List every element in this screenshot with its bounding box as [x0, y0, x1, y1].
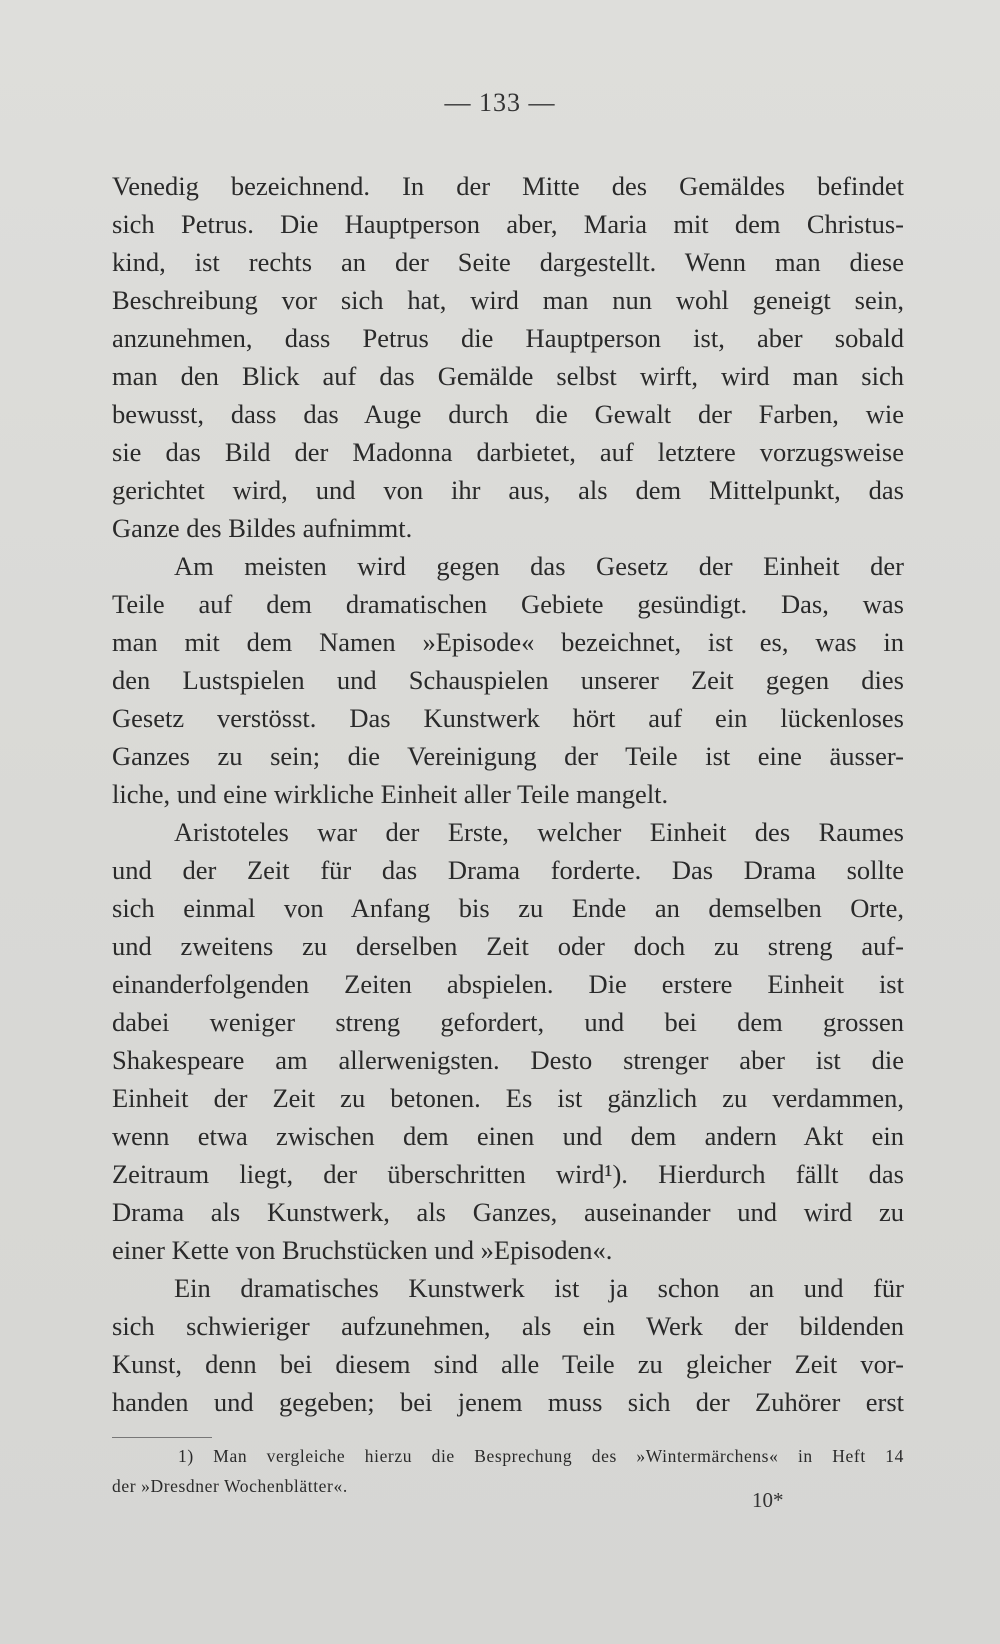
text-line: man mit dem Namen »Episode« bezeichnet, ist es, was in [112, 627, 904, 657]
text-line: Shakespeare am allerwenigsten. Desto strenger aber ist die [112, 1045, 904, 1075]
text-line: gerichtet wird, und von ihr aus, als dem Mittelpunkt, das [112, 475, 904, 505]
text-line: dabei weniger streng gefordert, und bei dem grossen [112, 1007, 904, 1037]
text-line: Aristoteles war der Erste, welcher Einheit des Raumes [174, 817, 904, 847]
text-line: Venedig bezeichnend. In der Mitte des Gemäldes befindet [112, 171, 904, 201]
sheet-signature: 10* [752, 1488, 784, 1512]
text-line: man den Blick auf das Gemälde selbst wirft, wird man sich [112, 361, 904, 391]
text-line: Beschreibung vor sich hat, wird man nun wohl geneigt sein, [112, 285, 904, 315]
text-line: Am meisten wird gegen das Gesetz der Einheit der [174, 551, 904, 581]
page-number: — 133 — [444, 88, 556, 117]
text-line: Ganze des Bildes aufnimmt. [112, 513, 413, 543]
text-line: Gesetz verstösst. Das Kunstwerk hört auf ein lückenloses [112, 703, 904, 733]
text-line: den Lustspielen und Schauspielen unserer Zeit gegen dies [112, 665, 904, 695]
footnote-divider [112, 1437, 212, 1438]
text-line: bewusst, dass das Auge durch die Gewalt der Farben, wie [112, 399, 904, 429]
text-line: und zweitens zu derselben Zeit oder doch zu streng auf- [112, 931, 904, 961]
body-text [112, 167, 904, 1421]
footnote-line: 1) Man vergleiche hierzu die Besprechung des »Wintermärchens« in Heft 14 [178, 1446, 904, 1466]
text-line: und der Zeit für das Drama forderte. Das Drama sollte [112, 855, 904, 885]
text-line: einanderfolgenden Zeiten abspielen. Die erstere Einheit ist [112, 969, 904, 999]
text-line: anzunehmen, dass Petrus die Hauptperson ist, aber sobald [112, 323, 904, 353]
text-line: Zeitraum liegt, der überschritten wird¹). Hierdurch fällt das [112, 1159, 904, 1189]
text-line: wenn etwa zwischen dem einen und dem andern Akt ein [112, 1121, 904, 1151]
text-line: sich einmal von Anfang bis zu Ende an demselben Orte, [112, 893, 904, 923]
text-line: handen und gegeben; bei jenem muss sich der Zuhörer erst [112, 1387, 904, 1417]
text-line: Kunst, denn bei diesem sind alle Teile zu gleicher Zeit vor- [112, 1349, 904, 1379]
text-line: sich schwieriger aufzunehmen, als ein Werk der bildenden [112, 1311, 904, 1341]
text-line: Teile auf dem dramatischen Gebiete gesündigt. Das, was [112, 589, 904, 619]
text-line: einer Kette von Bruchstücken und »Episoden«. [112, 1235, 613, 1265]
text-line: liche, und eine wirkliche Einheit aller Teile mangelt. [112, 779, 669, 809]
text-line: kind, ist rechts an der Seite dargestellt. Wenn man diese [112, 247, 904, 277]
text-line: sie das Bild der Madonna darbietet, auf letztere vorzugsweise [112, 437, 904, 467]
text-line: Ein dramatisches Kunstwerk ist ja schon an und für [174, 1273, 904, 1303]
text-line: Ganzes zu sein; die Vereinigung der Teile ist eine äusser- [112, 741, 904, 771]
text-line: Drama als Kunstwerk, als Ganzes, auseinander und wird zu [112, 1197, 904, 1227]
text-line: sich Petrus. Die Hauptperson aber, Maria mit dem Christus- [112, 209, 904, 239]
text-line: Einheit der Zeit zu betonen. Es ist gänzlich zu verdammen, [112, 1083, 904, 1113]
footnote-line: der »Dresdner Wochenblätter«. [112, 1476, 348, 1496]
